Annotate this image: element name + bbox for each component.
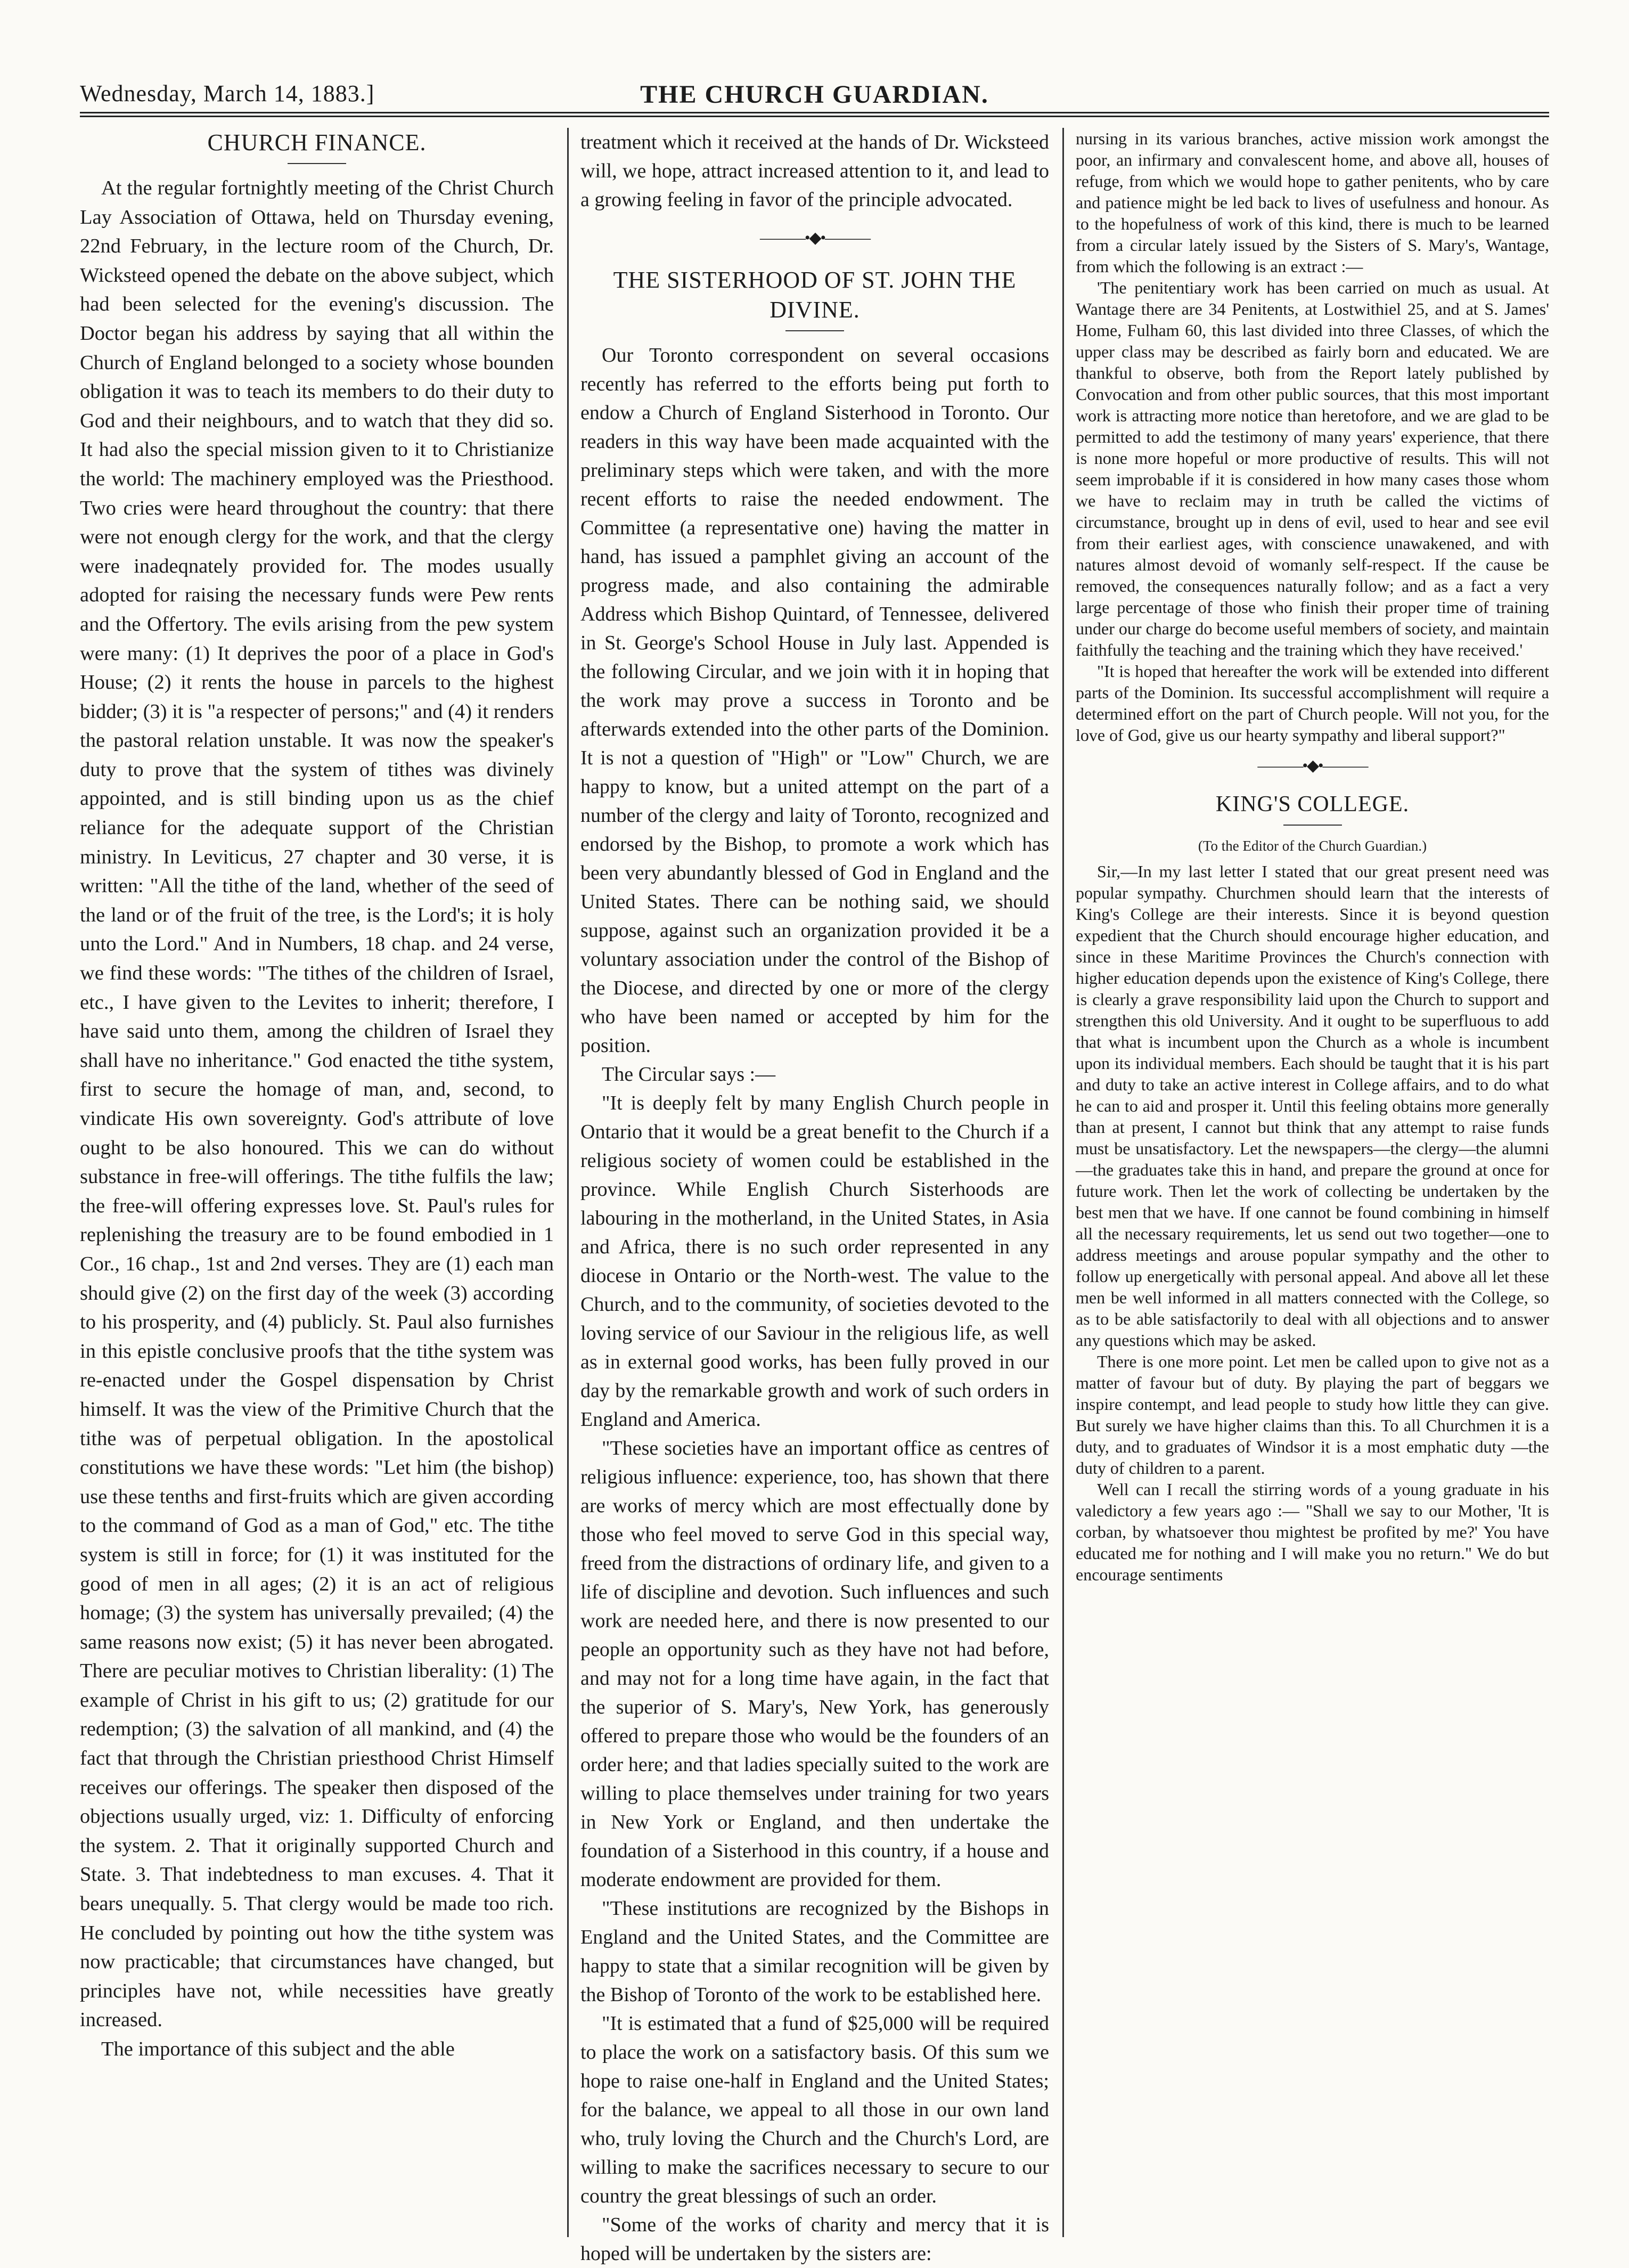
column-divider — [567, 128, 569, 2237]
section-ornament: ———•◆•——— — [759, 229, 870, 247]
article-paragraph: "It is deeply felt by many English Church people in Ontario that it would be a great benefit to the Church if a religious society of women could be established in the province. While English Church Sisterhoods are labouring in the motherland, in the United States, in Asia and Africa, there is no such order represented in any diocese in Ontario or the North-west. The value to the Church, and to the community, of societies devoted to the loving service of our Saviour in the religious life, as well as in external good works, has been fully proved in our day by the remarkable growth and work of such orders in England and America. — [580, 1092, 1049, 1431]
article-paragraph: At the regular fortnightly meeting of the Christ Church Lay Association of Ottawa, held on Thursday evening, 22nd February, in the lecture room of the Church, Dr. Wicksteed opened the debate on the above subject, which had been selected for the evening's discussion. The Doctor began his address by saying that all within the Church of England belonged to a society whose bounden obligation it was to teach its members to do their duty to God and their neighbours, and to watch that they did so. It had also the special mission given to it to Christianize the world: The machinery employed was the Priesthood. Two cries were heard throughout the country: that there were not enough clergy for the work, and that the clergy were inadeqnately provided for. The modes usually adopted for raising the necessary funds were Pew rents and the Offertory. The evils arising from the pew system were many: (1) It deprives the poor of a place in God's House; (2) it rents the house in parcels to the highest bidder; (3) it is "a respecter of persons;" and (4) it renders the pastoral relation unstable. It was now the speaker's duty to prove that the system of tithes was divinely appointed, and is still binding upon us as the chief reliance for the adequate support of the Christian ministry. In Leviticus, 27 chapter and 30 verse, it is written: "All the tithe of the land, whether of the seed of the land or of the fruit of the tree, is the Lord's; it is holy unto the Lord." And in Numbers, 18 chap. and 24 verse, we find these words: "The tithes of the children of Israel, etc., I have given to the Levites to inherit; therefore, I have said unto them, among the children of Israel they shall have no inheritance." God enacted the tithe system, first to secure the homage of man, and, second, to vindicate His own sovereignty. God's attribute of love ought to be also honoured. This we can do without substance in free-will offerings. The tithe fulfils the law; the free-will offering expresses love. St. Paul's rules for replenishing the treasury are to be found embodied in 1 Cor., 16 chap., 1st and 2nd verses. They are (1) each man should give (2) on the first day of the week (3) according to his prosperity, and (4) publicly. St. Paul also furnishes in this epistle conclusive proofs that the tithe system was re-enacted under the Gospel dispensation by Christ himself. It was the view of the Primitive Church that the tithe was of perpetual obligation. In the apostolical constitutions we have these words: "Let him (the bishop) use these tenths and first-fruits which are given according to the command of God as a man of God," etc. The tithe system is still in force; for (1) it was instituted for the good of men in all ages; (2) it is an act of religious homage; (3) the system has universally prevailed; (4) the same reasons now exist; (5) it has never been abrogated. There are peculiar motives to Christian liberality: (1) The example of Christ in his gift to us; (2) gratitude for our redemption; (3) the salvation of all mankind, and (4) the fact that through the Christian priesthood Christ Himself receives our offerings. The speaker then disposed of the objections usually urged, viz: 1. Difficulty of enforcing the system. 2. That it originally supported Church and State. 3. That indebtedness to man excuses. 4. That it bears unequally. 5. That clergy would be made too rich. He concluded by pointing out how the tithe system was now practicable; that circumstances have changed, but principles have not, while necessities have greatly increased. — [80, 177, 554, 2032]
article-paragraph: treatment which it received at the hands of Dr. Wicksteed will, we hope, attract increased attention to it, and lead to a growing feeling in favor of the principle advocated. — [580, 131, 1049, 211]
article-paragraph: 'The penitentiary work has been carried on much as usual. At Wantage there are 34 Penitents, at Lostwithiel 25, and at S. James' Home, Fulham 60, this last divided into three Classes, of which the upper class may be described as fairly born and educated. We are thankful to observe, both from the Report lately published by Convocation and from other public sources, that this most important work is attracting more notice than heretofore, and we are glad to be permitted to add the testimony of many years' experience, that there is none more hopeful or more productive of results. This will not seem improbable if it is considered in how many cases those whom we have to reclaim may in truth be called the victims of circumstance, brought up in dens of evil, used to hear and see evil from their earliest ages, with conscience unawakened, and with natures almost devoid of womanly self-respect. If the cause be removed, the consequences naturally follow; and as a fact a very large percentage of those who finish their proper time of training under our charge do become useful members of society, and maintain faithfully the teaching and the training which they have received.' — [1076, 278, 1549, 659]
masthead — [80, 80, 1549, 117]
article-paragraph: "Some of the works of charity and mercy that it is hoped will be undertaken by the sisters are: — [580, 2214, 1049, 2265]
column-3 — [1076, 128, 1549, 2237]
article-heading-church-finance: CHURCH FINANCE. — [207, 129, 427, 156]
article-heading-kings-college: KING'S COLLEGE. — [1215, 792, 1410, 817]
article-paragraph: The importance of this subject and the able — [101, 2038, 455, 2060]
column-1 — [80, 128, 554, 2237]
newspaper-title: THE CHURCH GUARDIAN. — [640, 80, 989, 109]
issue-date: Wednesday, March 14, 1883.] — [80, 80, 375, 107]
article-paragraph: "It is estimated that a fund of $25,000 will be required to place the work on a satisfactory basis. Of this sum we hope to raise one-half in England and the United States; for the balance, we appeal to all those in our own land who, truly loving the Church and the Church's Lord, are willing to make the sacrifices necessary to secure to our country the great blessings of such an order. — [580, 2012, 1049, 2207]
article-heading-sisterhood: THE SISTERHOOD OF ST. JOHN THE DIVINE. — [613, 267, 1017, 323]
letter-byline: (To the Editor of the Church Guardian.) — [1198, 838, 1427, 854]
article-paragraph: "It is hoped that hereafter the work will be extended into different parts of the Dominion. Its successful accomplishment will require a determined effort on the part of Church people. Will not you, for the love of God, give us our hearty sympathy and liberal support?" — [1076, 662, 1549, 745]
article-paragraph: "These institutions are recognized by the Bishops in England and the United States, and the Committee are happy to state that a similar recognition will be given by the Bishop of Toronto of the work to be established here. — [580, 1897, 1049, 2006]
section-ornament: ———•◆•——— — [1257, 757, 1368, 774]
column-2 — [580, 128, 1049, 2265]
heading-rule — [288, 163, 346, 164]
article-paragraph: Well can I recall the stirring words of a young graduate in his valedictory a few years ago :— "Shall we say to our Mother, 'It is corban, by whatsoever thou mightest be profited by me?' You have educated me for nothing and I will make you no return." We do but encourage sentiments — [1076, 1480, 1549, 1584]
heading-rule — [785, 330, 844, 331]
article-paragraph: nursing in its various branches, active mission work amongst the poor, an infirmary and convalescent home, and above all, houses of refuge, from which we would hope to gather penitents, who by care and patience might be led back to lives of usefulness and honour. As to the hopefulness of work of this kind, there is much to be learned from a circular lately issued by the Sisters of S. Mary's, Wantage, from which the following is an extract :— — [1076, 129, 1549, 276]
article-paragraph: Our Toronto correspondent on several occasions recently has referred to the efforts being put forth to endow a Church of England Sisterhood in Toronto. Our readers in this way have been made acquainted with the preliminary steps which were taken, and with the more recent efforts to raise the needed endowment. The Committee (a representative one) having the matter in hand, has issued a pamphlet giving an account of the progress made, and also containing the admirable Address which Bishop Quintard, of Tennessee, delivered in St. George's School House in July last. Appended is the following Circular, and we join with it in hoping that the work may prove a success in Toronto and be afterwards extended into the other parts of the Dominion. It is not a question of "High" or "Low" Church, we are happy to know, but a united attempt on the part of a number of the clergy and laity of Toronto, recognized and endorsed by the Bishop, to promote a work which has been very abundantly blessed of God in England and the United States. There can be nothing said, we should suppose, against such an organization provided it be a voluntary association under the control of the Bishop of the Diocese, and directed by one or more of the clergy who have been named or accepted by him for the position. — [580, 344, 1049, 1057]
article-paragraph: The Circular says :— — [602, 1063, 776, 1086]
article-columns — [80, 128, 1549, 2265]
article-paragraph: There is one more point. Let men be called upon to give not as a matter of favour but of duty. By playing the part of beggars we inspire contempt, and lead people to study how little they can give. But surely we have higher claims than this. To all Churchmen it is a duty, and to graduates of Windsor it is a most emphatic duty —the duty of children to a parent. — [1076, 1352, 1549, 1478]
article-paragraph: "These societies have an important office as centres of religious influence: experience, too, has shown that there are works of mercy which are most effectually done by those who feel moved to serve God in this special way, freed from the distractions of ordinary life, and given to a life of discipline and devotion. Such influences and such work are needed here, and there is now presented to our people an opportunity such as they have not had before, and may not for a long time have again, in the fact that the superior of S. Mary's, New York, has generously offered to prepare those who would be the founders of an order here; and that ladies specially suited to the work are willing to place themselves under training for two years in New York or England, and then undertake the foundation of a Sisterhood in this country, if a house and moderate endowment are provided for them. — [580, 1437, 1049, 1891]
heading-rule — [1283, 825, 1342, 826]
article-paragraph: Sir,—In my last letter I stated that our great present need was popular sympathy. Churchmen should learn that the interests of King's College are their interests. Since it is beyond question expedient that the Church should encourage higher education, and since in these Maritime Provinces the Church's connection with higher education depends upon the existence of King's College, there is clearly a grave responsibility laid upon the Church to support and strengthen this old University. And it ought to be superfluous to add that what is incumbent upon the Church as a whole is incumbent upon its individual members. Each should be taught that it is his part and duty to take an active interest in College affairs, and to do what he can to aid and prosper it. Until this feeling obtains more generally than at present, I cannot but think that any attempt to raise funds must be unsatisfactory. Let the newspapers—the clergy—the alumni—the graduates take this in hand, and prepare the ground at once for future work. Then let the work of collecting be undertaken by the best men that we have. If one cannot be found combining in himself all the necessary requirements, let us send out two together—one to address meetings and arouse popular sympathy and the other to follow up energetically with personal appeal. And above all let these men be well informed in all matters connected with the College, so as to be able satisfactorily to deal with all objections and to answer any questions which may be asked. — [1076, 862, 1549, 1350]
column-divider — [1062, 128, 1064, 2237]
